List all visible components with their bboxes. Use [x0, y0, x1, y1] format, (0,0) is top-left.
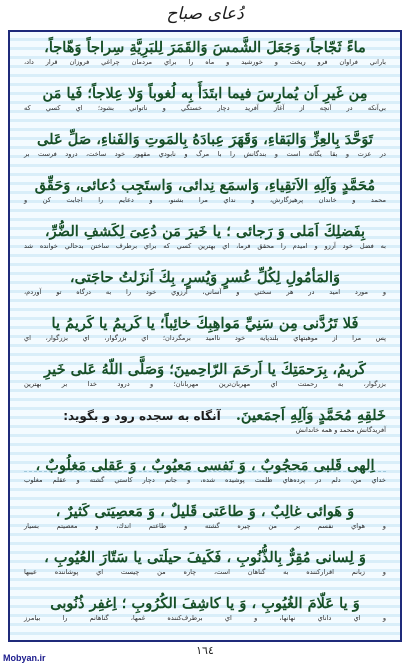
persian-translation: و زبانم اقراركننده به گناهان است، چاره من چيست اي پوشاننده عيبها: [24, 568, 386, 576]
persian-translation: و هواي نفسم بر من چيره گشته و طاعتم اندك، و معصيتم بسيار: [24, 522, 386, 530]
text-frame: [8, 30, 402, 642]
sajdah-verse-3: [24, 548, 386, 577]
sajdah-verse-4: [24, 594, 386, 623]
page-title: دُعای صباح: [166, 4, 244, 24]
persian-translation: خداي من، دلم در پرده‌هاي ظلمت پوشيده شده، و جانم دچار كاستي گشته و عقلم مغلوب: [24, 476, 386, 484]
site-watermark[interactable]: Mobyan.ir: [3, 653, 46, 663]
page-number: ١٦٤: [196, 644, 214, 657]
arabic-line: اِلهى قَلبى مَحجُوبٌ ، وَ نَفسى مَعيُوبٌ ، وَ عَقلى مَغلُوبٌ ،: [35, 457, 375, 474]
verse-4: [24, 176, 386, 205]
persian-translation: بي‌آنكه در آنچه از آغاز آفريد دچار خستگي و ناتواني بشود؛ اي كسي كه: [24, 104, 386, 112]
arabic-line: وَ يا عَلّامَ الغُيُوبِ ، وَ يا كاشِفَ الكُرُوبِ ؛ اِغفِر ذُنُوبى: [50, 595, 360, 612]
arabic-line: كَريمُ، بِرَحمَتِكَ يا اَرحَمَ الرّاحِمينَ؛ وَصَلَّى اللّهُ عَلى خَيرِ: [44, 361, 366, 378]
arabic-line: بِفَضلِكَ اَمَلى وَ رَجائى ؛ يا خَيرَ مَن دُعِىَ لِكَشفِ الضُّرِّ،: [44, 223, 366, 240]
arabic-line: ماءً ثَجّاجاً، وَجَعَلَ الشَّمسَ وَالقَمَرَ لِلبَرِيَّةِ سِراجاً وَهّاجاً،: [44, 39, 366, 56]
arabic-line: مُحَمَّدٍ وَآلِهِ الاَتقِياءِ، وَاسمَع نِدائى، وَاستَجِب دُعائى، وَحَقِّق: [34, 177, 376, 194]
sajdah-verse-2: [24, 502, 386, 531]
persian-translation: محمد و خاندان پرهيزگارش، و نداي مرا بشنو، و دعايم را اجابت كن و: [24, 196, 386, 204]
arabic-line: وَ لِسانى مُقِرٌّ بِالذُّنُوبِ ، فَكَيفَ حيلَتى يا سَتّارَ العُيُوبِ ،: [44, 549, 366, 566]
arabic-line: فَلا تَرُدَّنى مِن سَنِيِّ مَواهِبِكَ خائِباً؛ يا كَريمُ يا كَريمُ يا: [51, 315, 359, 332]
verse-8: [24, 360, 386, 389]
persian-translation: در عزت و بقا يگانه است و بندگانش را با مرگ و نابودي مقهور خود ساخت، درود فرست بر: [24, 150, 386, 158]
arabic-line: مِن غَيرِ اَن يُمارِسَ فيما ابتَدَأَ بِه لُغوباً وَلا عِلاجاً؛ فَيا مَن: [42, 85, 368, 102]
persian-translation: و مورد اميد در هر سختي و آساني، آرزوي خود را به درگاه تو آوردم،: [24, 288, 386, 296]
persian-translation: آفريدگانش محمد و همه خاندانش: [295, 426, 386, 434]
persian-translation: باراني فراوان فرو ريخت و خورشيد و ماه را براي مردمان چراغي فروزان قرار داد،: [24, 58, 386, 66]
verse-5: [24, 222, 386, 251]
verse-3: [24, 130, 386, 159]
arabic-line: وَ هَوائى غالِبٌ ، وَ طاعَتى قَليلٌ ، وَ مَعصِيَتى كَثيرٌ ،: [55, 503, 355, 520]
verse-1: [24, 38, 386, 67]
verse-6: [24, 268, 386, 297]
arabic-line: وَالمَأمُولِ لِكُلِّ عُسرٍ وَيُسرٍ، بِكَ اَنزَلتُ حاجَتى،: [69, 269, 341, 286]
sajdah-verse-1: [24, 456, 386, 485]
persian-translation: بزرگوار، به رحمتت اي مهربان‌ترين مهربانان؛ و درود خدا بر بهترين: [24, 380, 386, 388]
persian-translation: و اي داناي نهانها، و اي برطرف‌كننده غمها، گناهانم را بيامرز: [24, 614, 386, 622]
persian-translation: پس مرا از موهبتهاي بلندپايه خود نااميد برمگردان؛ اي بزرگوار، اي بزرگوار، اي: [24, 334, 386, 342]
arabic-text: خَلقِهِ مُحَمَّدٍ وَآلِهِ اَجمَعينَ.: [235, 407, 386, 424]
arabic-line: [24, 406, 386, 426]
verse-9: [24, 406, 386, 435]
verse-7: [24, 314, 386, 343]
instruction-text: آنگاه به سجده رود و بگويد:: [63, 409, 221, 423]
arabic-line: تَوَحَّدَ بِالعِزِّ وَالبَقاءِ، وَقَهَرَ عِبادَهُ بِالمَوتِ وَالفَناءِ، صَلِّ عَلى: [36, 131, 373, 148]
persian-translation: به فضل خود آرزو و اميدم را محقق فرما، اي بهترين كسي كه براي برطرف ساختن بدحالي خوانده شد: [24, 242, 386, 250]
verse-2: [24, 84, 386, 113]
